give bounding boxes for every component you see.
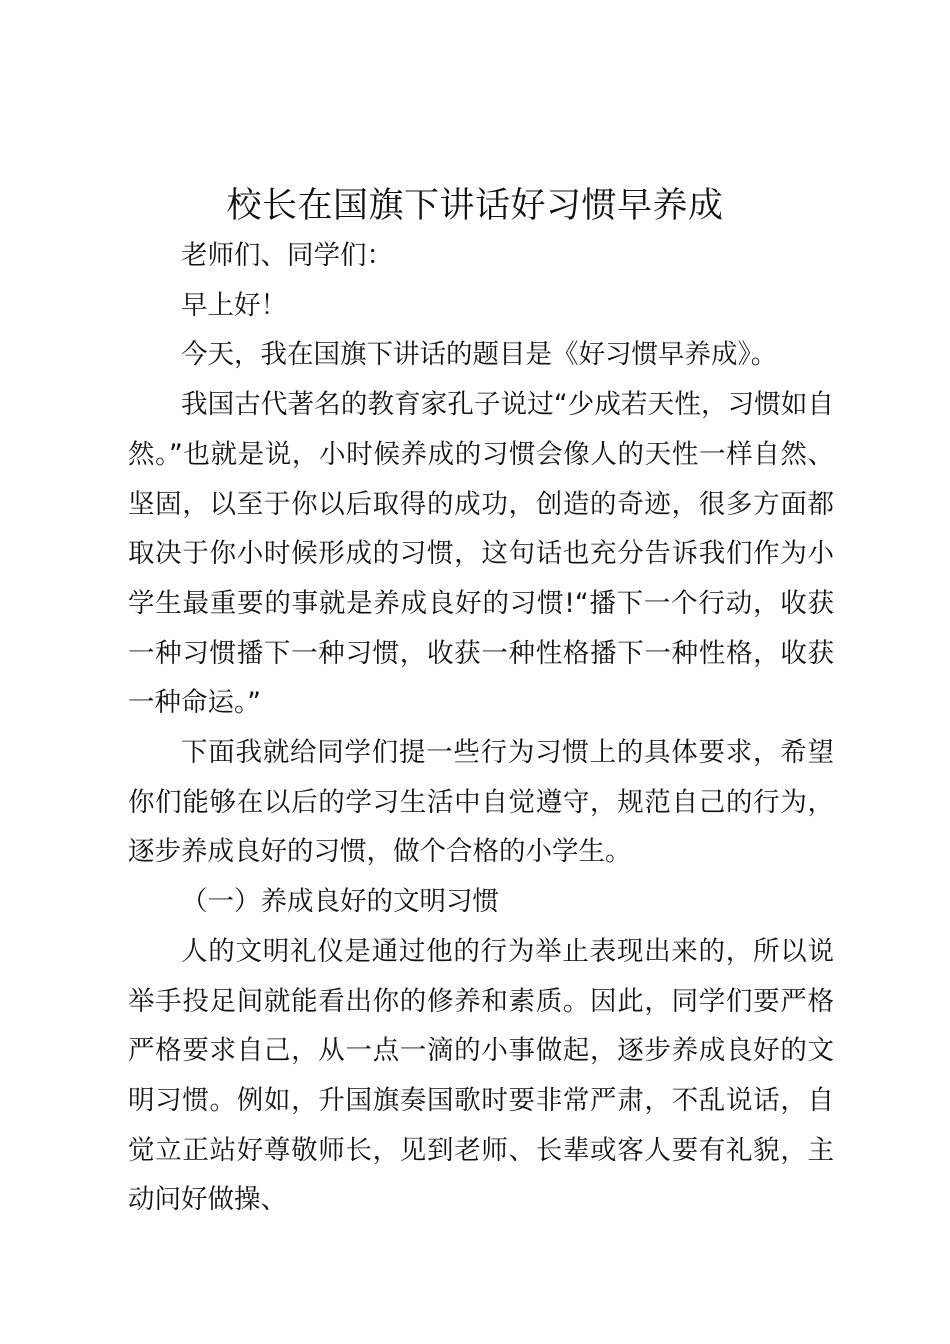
salutation: 老师们、同学们： xyxy=(181,240,393,271)
topic-paragraph: 今天，我在国旗下讲话的题目是《好习惯早养成》。 xyxy=(181,339,778,371)
greeting: 早上好！ xyxy=(181,289,287,321)
section-heading: （一）养成良好的文明习惯 xyxy=(181,886,499,918)
confucius-paragraph: 我国古代著名的教育家孔子说过“少成若天性，习惯如自然。”也就是说，小时候养成的习惯会像人的天性一样自然、坚固，以至于你以后取得的成功，创造的奇迹，很多方面都取决于你小时候形成的习惯，这句话也充分告诉我们作为小学生最重要的事就是养成良好的习惯!“播下一个行动，收获一种习惯播下一种习惯，收获一种性格播下一种性格，收获一种命运。” xyxy=(128,389,834,719)
document-body xyxy=(128,231,834,1225)
document-title: 校长在国旗下讲话好习惯早养成 xyxy=(226,186,724,226)
civility-paragraph: 人的文明礼仪是通过他的行为举止表现出来的，所以说举手投足间就能看出你的修养和素质。因此，同学们要严格严格要求自己，从一点一滴的小事做起，逐步养成良好的文明习惯。例如，升国旗奏国歌时要非常严肃，不乱说话，自觉立正站好尊敬师长，见到老师、长辈或客人要有礼貌，主动问好做操、 xyxy=(128,935,834,1216)
requirements-intro-paragraph: 下面我就给同学们提一些行为习惯上的具体要求，希望你们能够在以后的学习生活中自觉遵守，规范自己的行为，逐步养成良好的习惯，做个合格的小学生。 xyxy=(128,737,834,868)
